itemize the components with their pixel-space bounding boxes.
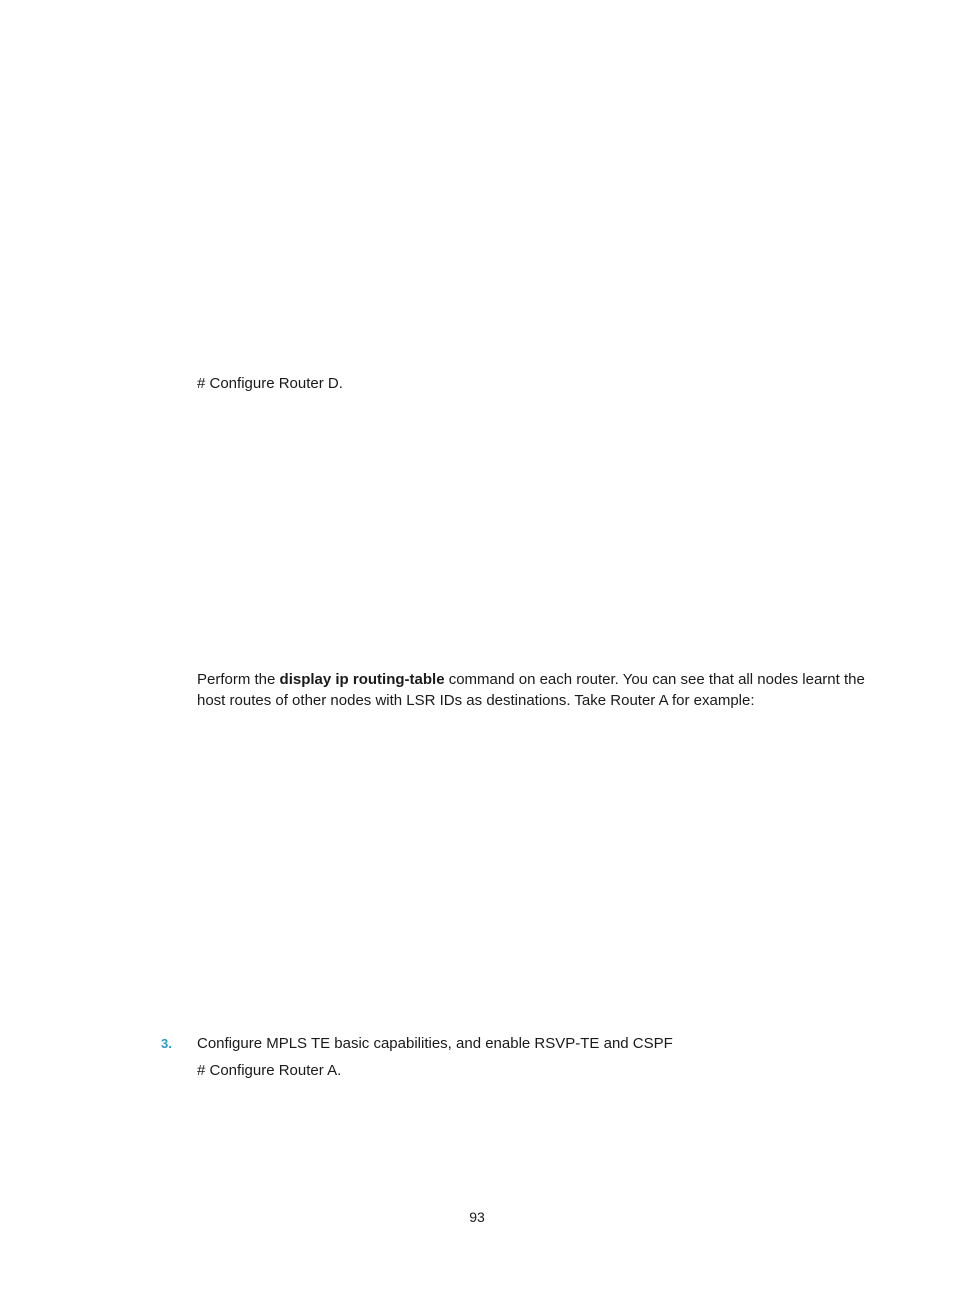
paragraph-command: display ip routing-table	[279, 671, 445, 688]
step-number: 3.	[161, 1036, 172, 1051]
step-title: Configure MPLS TE basic capabilities, and enable RSVP-TE and CSPF	[197, 1035, 673, 1052]
routing-table-paragraph	[197, 669, 869, 711]
page-number: 93	[469, 1209, 485, 1225]
configure-router-a-comment: # Configure Router A.	[197, 1062, 342, 1079]
paragraph-suffix: command on each router. You can see that all nodes learnt the host routes of other nodes with LSR IDs as destinations. Take Router A for example:	[197, 671, 865, 709]
configure-router-d-comment: # Configure Router D.	[197, 375, 343, 392]
paragraph-prefix: Perform the	[197, 671, 280, 688]
